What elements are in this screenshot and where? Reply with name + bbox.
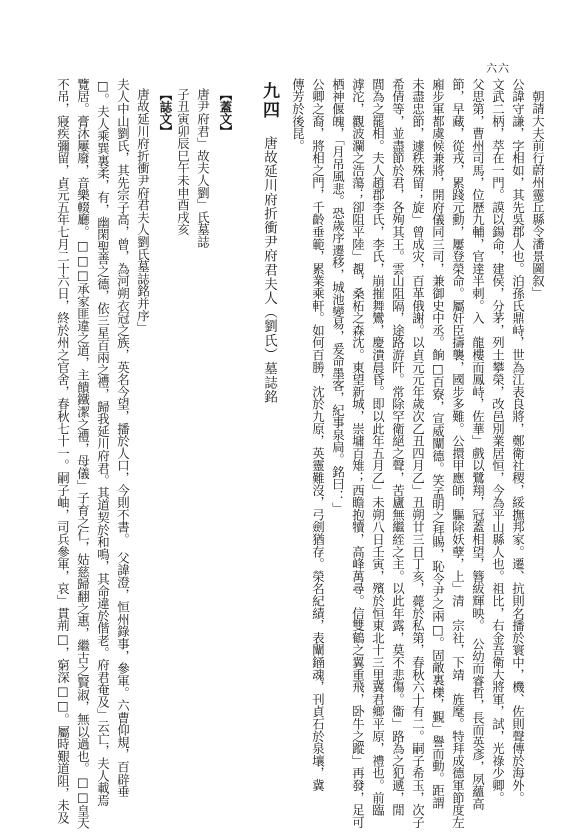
gaiwen-label: 【蓋文】 <box>218 88 233 138</box>
section-heading <box>257 82 282 722</box>
text-column: 覽居。膏沐屢廢，音樂輟廳。□□□承家匪違之道，主饋鐵潔之禮，母儀」子育之仁，姑慈歸翻之惠，繼古之賢淑，無以過也。□□皇天 <box>75 78 91 830</box>
text-column: 栖神偃魄，「月吊風悲。恐歲序遷移，城池變易，爰命墨客，紀事泉扃。銘曰：」 <box>330 78 346 515</box>
text-column: 節，早藏，從戎，累踐元勳，屢登榮命。屬奸臣擣襲，國步多難。公擐甲應師，驅除妖孽，上」清 宗社，下靖 旌麾。特拜成德軍節度左 <box>450 78 466 829</box>
page-number: 六六 <box>486 62 510 75</box>
section-title: 唐故延川府折衝尹府君夫人（劉氏）墓誌銘 <box>261 136 277 404</box>
text-column: 希倩等，並盡節於君，各殉其王。雲山阻隔，途路游阡。常除罕衛絕之聲，苦廬無繼絰之主。以此年露，莫不悲傷。衞」路為之犯遞，閒 <box>390 78 406 817</box>
text-column: 朝請大夫前行蔚州靈丘縣令潘景圖叙」 <box>530 90 546 300</box>
text-column: 夫人中山劉氏，其先宗子高，曾，為河朔衣冠之族，英名今望，播於人口，今則不書。 父諱澄，恒州錄事，參軍。六曹仰規，百辟垂 <box>115 78 131 798</box>
text-column: 唐故延川府折衝尹府君夫人劉氏墓誌銘并序」 <box>135 88 151 335</box>
text-column: 閭為之罷相。夫人趙郡李氏，李氏，崩摧舞鸞，慶潰晨昏。即以此年五月乙」未朔八日壬寅，殯於恒東北十三里冀君鄉平原，禮也。前臨 <box>370 78 386 817</box>
zhiwen-label: 【誌文】 <box>158 88 173 138</box>
text-column: 傳芳於後昆。 <box>290 78 306 152</box>
gaiwen-text: 唐尹府君」故夫人劉」氏墓誌 <box>195 88 211 248</box>
text-column: 廂步軍都虞候兼將，開府儀同三司，兼御史中丞。餉□百寮，宣威闡德。笑孟明之拜賜，恥令尹之兩□。固敵裏櫟，覲」譽而動。距謂 <box>430 78 446 809</box>
text-column: □。夫人乘巽裏柔，有，幽閑聖善之德，依三星百兩之禮，歸我延川府君。其道契於和鳴，其命違於偕老。府君奄及」云亡，夫人載焉 <box>95 78 111 807</box>
gaiwen-text: 子丑寅卯辰巳午未申酉戌亥 <box>175 88 191 236</box>
text-column: 未盡忠節，遽秩殊留；旋」曾成灾，百革俄謝。以貞元元年歲次乙丑四月乙」丑朔廿三日丁亥，薨於私第，春秋六十有二。嗣子希玉，次子 <box>410 78 426 829</box>
text-column: 父思第，曹州司馬，位歷九輔，官達半刺。入 龍樓而鳳峙，佐華」戲以鷺翔，冠蓋相望，簪紱輝映。 公幼而睿哲，長而英彥，夙蘊高 <box>470 78 486 810</box>
text-column: 公卿之裔，將相之門，千齡垂範，累業乘軒。如何百勝，沈於九原，英靈難沒，弓劍猶存。榮名紀績，表闡䥁魂，刊貞石於泉壤，冀 <box>310 78 326 792</box>
section-number: 九四 <box>259 82 279 120</box>
text-column: 文武二柄，萃在一門。謨以鍚命，建侯，分茅，列土攀榮，改邑別業居恒，今為平山縣人也。祖比，右金吾衛大將軍，試，光祿少卿。 <box>490 78 506 804</box>
text-column: 滹沱，觀波瀾之浩蕩；卻阻平陸」覩，桑柘之森沈。東望新城，崇墉百雉；西瞻抱犢，高峰萬尋。信雙鶴之翼重飛，卧牛之蹤」再發，足可 <box>350 78 366 829</box>
text-column: 不吊，寢疾彌留，貞元五年七月二十六日，終於州之官舍，春秋七十一。嗣子岫，司兵參軍，哀」貫荊□，窮深□□。屬時艱道阻，未及 <box>55 78 71 824</box>
text-column: 公諱守謙，字相如，其先吳郡人也。泊孫氏鼎峙，世為江表良將，鄭衛社稷，綏撫邦家。遷、抗則名播於寰中，機、佐則聲傳於海外。 <box>510 78 526 804</box>
